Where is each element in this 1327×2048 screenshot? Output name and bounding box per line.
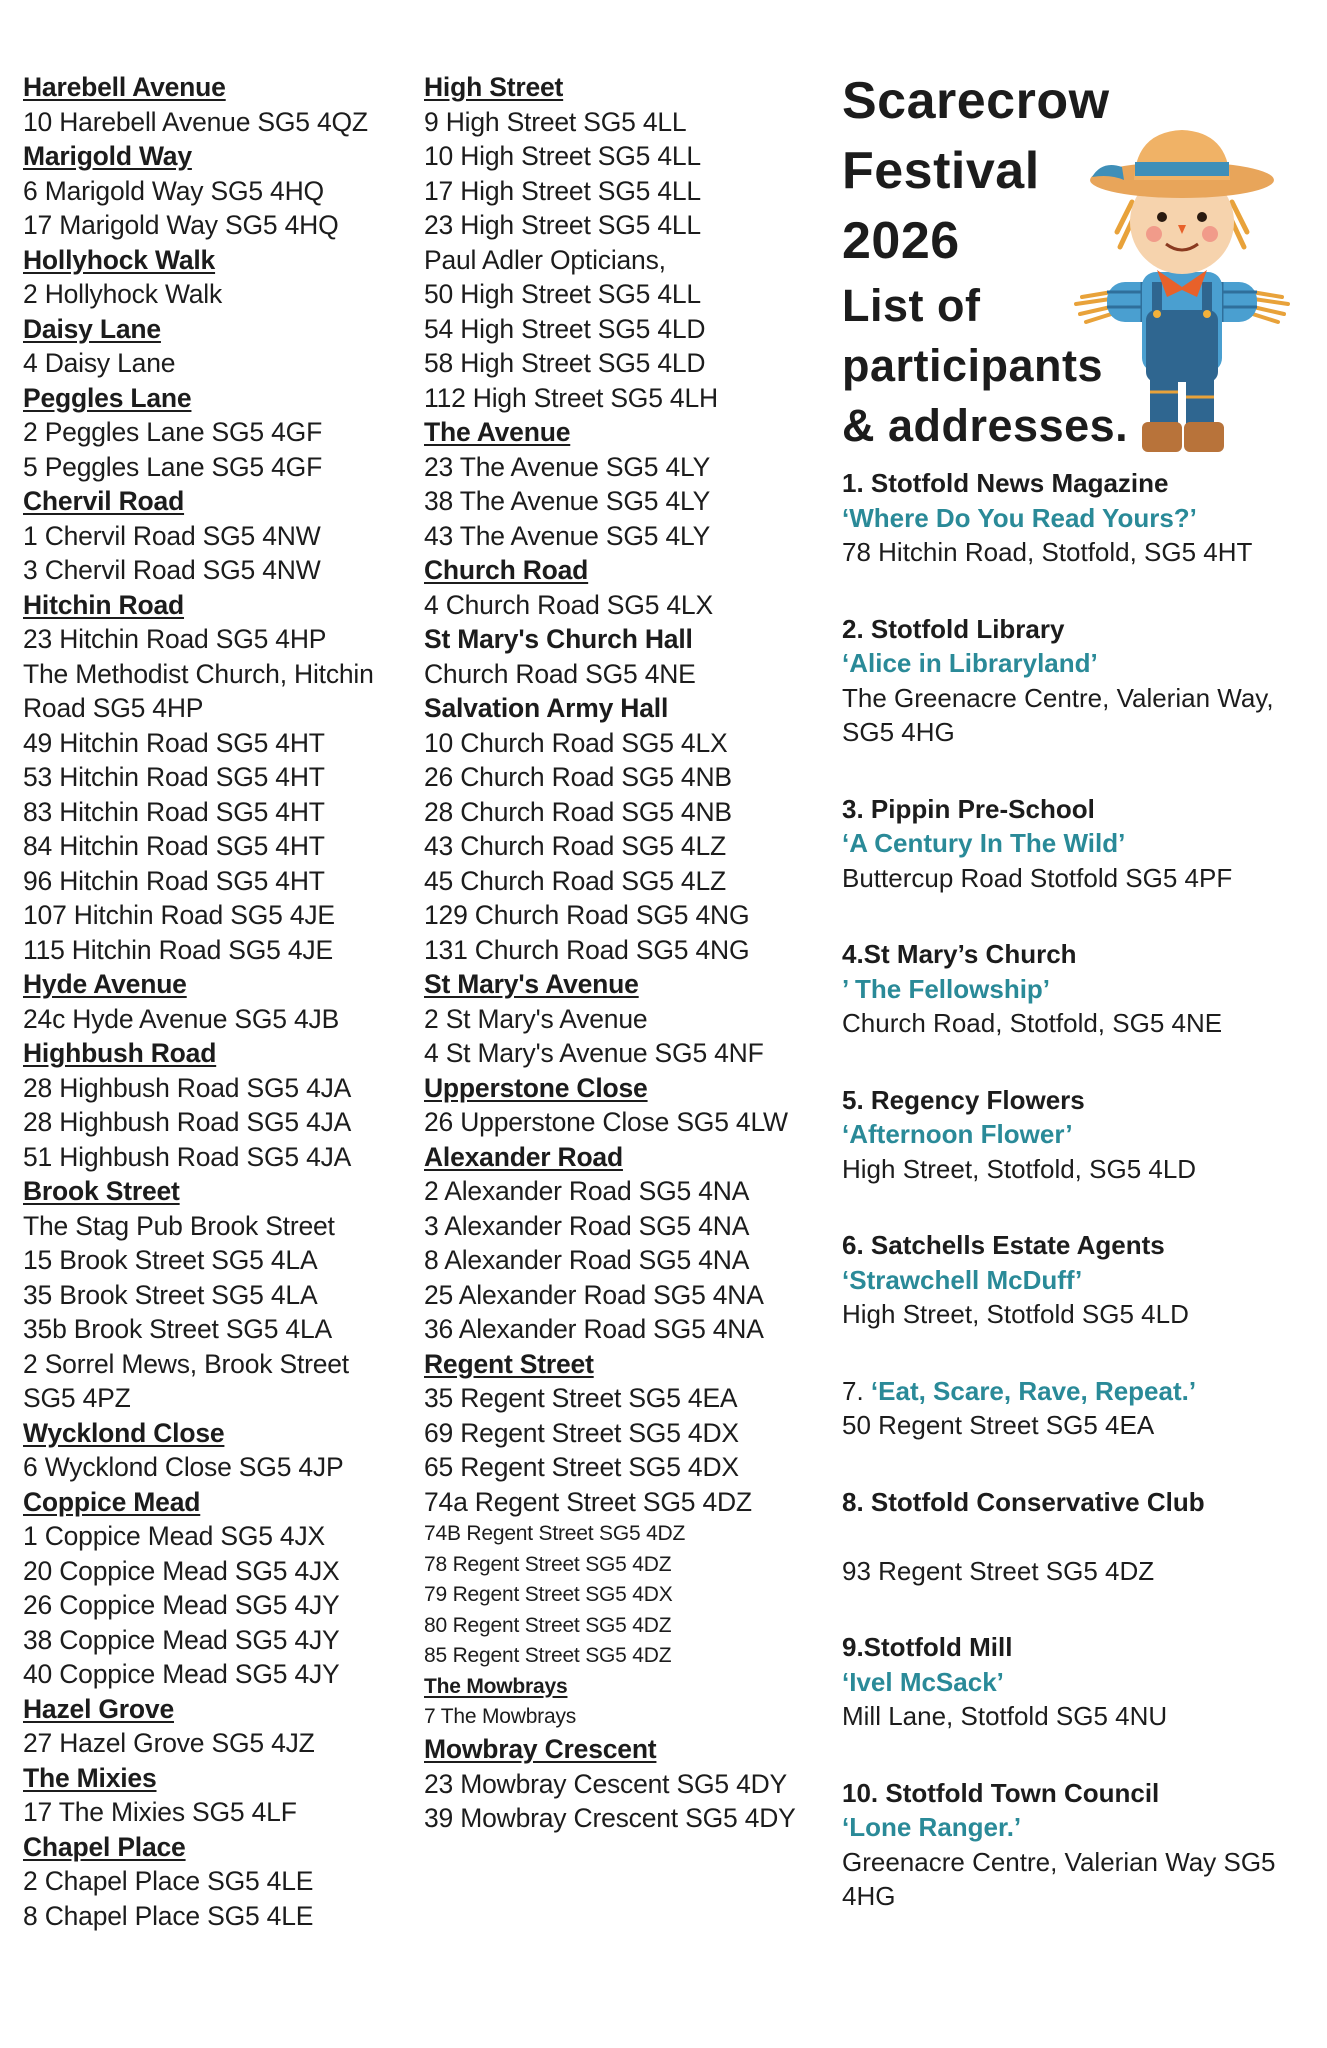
street-heading: Chervil Road [23,486,185,516]
street-heading: Hazel Grove [23,1693,174,1724]
address-line: 2 Sorrel Mews, Brook Street [23,1348,349,1379]
address-line: 65 Regent Street SG5 4DX [424,1452,739,1482]
address-line: 43 The Avenue SG5 4LY [424,520,711,551]
address-line: 35 Brook Street SG5 4LA [23,1279,318,1310]
street-heading: Highbush Road [23,1038,217,1068]
street-heading: Hollyhock Walk [23,244,216,275]
address-line: 74B Regent Street SG5 4DZ [424,1522,686,1545]
street-heading: Hyde Avenue [23,969,187,999]
street-heading: Daisy Lane [23,313,161,344]
address-line: 2 Chapel Place SG5 4LE [23,1866,314,1896]
street-heading: The Avenue [424,417,571,447]
address-line: 9 High Street SG5 4LL [424,106,687,137]
participant-address: Mill Lane, Stotfold SG5 4NU [842,1701,1168,1731]
participant-name: 1. Stotfold News Magazine [842,468,1169,498]
participant-name: 9.Stotfold Mill [842,1632,1013,1662]
street-block [23,1485,403,1692]
street-heading: High Street [424,72,564,102]
address-line: 51 Highbush Road SG5 4JA [23,1141,352,1172]
address-line: 28 Church Road SG5 4NB [424,796,732,827]
street-block [424,1732,824,1836]
street-heading: Chapel Place [23,1831,186,1862]
participant-address: The Greenacre Centre, Valerian Way, SG5 4HG [842,682,1274,747]
address-line: 40 Coppice Mead SG5 4JY [23,1659,340,1689]
header-block [842,66,1312,466]
street-heading: St Mary's Avenue [424,969,639,999]
address-line: 28 Highbush Road SG5 4JA [23,1072,352,1103]
address-line: Church Road SG5 4NE [424,658,696,689]
title-line: Scarecrow [842,72,1110,130]
participant-name: 5. Regency Flowers [842,1084,1085,1115]
address-line: 49 Hitchin Road SG5 4HT [23,727,325,758]
address-line: 23 Mowbray Cescent SG5 4DY [424,1768,788,1799]
address-line: SG5 4PZ [23,1383,131,1413]
address-line: Road SG5 4HP [23,693,204,723]
address-line: 23 Hitchin Road SG5 4HP [23,624,327,654]
address-line: 53 Hitchin Road SG5 4HT [23,762,325,792]
participant-address: 93 Regent Street SG5 4DZ [842,1555,1155,1586]
address-line: 112 High Street SG5 4LH [424,382,718,413]
subtitle-line: participants [842,340,1104,391]
address-line: 50 High Street SG5 4LL [424,279,701,309]
street-heading: Coppice Mead [23,1486,201,1517]
participant-theme: ‘Lone Ranger.’ [842,1812,1022,1842]
participant-address: High Street, Stotfold SG5 4LD [842,1299,1189,1329]
participant-theme: ‘Where Do You Read Yours?’ [842,502,1197,533]
participant-entry [842,1374,1312,1443]
street-block [23,1174,403,1416]
participant-address: Buttercup Road Stotfold SG5 4PF [842,862,1233,893]
address-line: 10 Harebell Avenue SG5 4QZ [23,106,368,137]
street-block [23,70,403,139]
participant-theme-text: ‘Eat, Scare, Rave, Repeat.’ [870,1375,1197,1406]
address-line: 27 Hazel Grove SG5 4JZ [23,1728,315,1758]
street-heading: Alexander Road [424,1141,623,1172]
address-line: 39 Mowbray Crescent SG5 4DY [424,1803,796,1833]
address-line: 36 Alexander Road SG5 4NA [424,1314,764,1344]
participant-entry [842,1630,1312,1734]
address-line: 17 High Street SG5 4LL [424,175,701,206]
participant-address: 78 Hitchin Road, Stotfold, SG5 4HT [842,537,1253,567]
participant-address: Greenacre Centre, Valerian Way SG5 4HG [842,1846,1276,1911]
address-line: 35b Brook Street SG5 4LA [23,1314,332,1344]
participants-column [842,66,1312,1956]
address-line: 10 Church Road SG5 4LX [424,727,728,758]
street-block [23,1416,403,1485]
participant-name: 10. Stotfold Town Council [842,1777,1160,1808]
address-line: The Stag Pub Brook Street [23,1210,335,1241]
address-line: 8 Chapel Place SG5 4LE [23,1900,314,1931]
street-block [23,243,403,312]
street-heading: Upperstone Close [424,1072,648,1103]
street-heading: Regent Street [424,1348,594,1379]
address-line: 3 Alexander Road SG5 4NA [424,1210,750,1241]
address-line: 4 Church Road SG5 4LX [424,589,713,620]
address-line: 4 Daisy Lane [23,348,176,378]
street-block [23,312,403,381]
street-block [424,1140,824,1347]
title-line: Festival [842,142,1040,200]
address-line: 8 Alexander Road SG5 4NA [424,1245,750,1275]
address-line: 2 St Mary's Avenue [424,1003,648,1034]
address-line: 7 The Mowbrays [424,1704,577,1728]
participant-address: Church Road, Stotfold, SG5 4NE [842,1008,1223,1038]
participant-address: 50 Regent Street SG5 4EA [842,1410,1155,1440]
street-block [23,381,403,485]
participant-theme: ‘Alice in Libraryland’ [842,648,1098,678]
address-line: 20 Coppice Mead SG5 4JX [23,1555,340,1586]
street-block [424,967,824,1071]
street-heading: Peggles Lane [23,382,192,413]
address-line: 35 Regent Street SG5 4EA [424,1383,738,1413]
address-line: 17 Marigold Way SG5 4HQ [23,210,339,240]
address-line: 26 Church Road SG5 4NB [424,762,732,792]
address-line: 17 The Mixies SG5 4LF [23,1797,297,1827]
street-block [424,415,824,553]
address-line: 23 The Avenue SG5 4LY [424,451,711,482]
participant-entry [842,937,1312,1041]
address-line: 24c Hyde Avenue SG5 4JB [23,1003,340,1034]
address-line: 2 Hollyhock Walk [23,279,223,309]
address-line: 74a Regent Street SG5 4DZ [424,1486,752,1517]
street-block [23,139,403,243]
address-line: 83 Hitchin Road SG5 4HT [23,796,325,827]
address-line: 15 Brook Street SG5 4LA [23,1245,318,1275]
address-line: 78 Regent Street SG5 4DZ [424,1552,672,1576]
left-address-column [23,70,403,1933]
address-line: 23 High Street SG5 4LL [424,210,701,240]
participant-theme: ‘Afternoon Flower’ [842,1119,1073,1149]
participant-name: 4.St Mary’s Church [842,939,1077,969]
title-line: 2026 [842,212,960,270]
spacer [842,1519,1312,1554]
street-block [424,1347,824,1672]
middle-address-column [424,70,824,1836]
address-line: Paul Adler Opticians, [424,244,666,275]
address-line: 3 Chervil Road SG5 4NW [23,555,321,585]
participant-name: 2. Stotfold Library [842,613,1065,644]
address-line: 79 Regent Street SG5 4DX [424,1583,673,1606]
street-heading: Hitchin Road [23,589,185,620]
address-line: 45 Church Road SG5 4LZ [424,865,726,896]
street-heading: Marigold Way [23,141,192,171]
participant-entry [842,1228,1312,1332]
street-heading: Mowbray Crescent [424,1734,657,1764]
street-heading: The Mowbrays [424,1674,568,1698]
street-heading: The Mixies [23,1762,157,1793]
address-line: 107 Hitchin Road SG5 4JE [23,900,335,930]
participant-theme: ‘Ivel McSack’ [842,1666,1004,1697]
address-line: 2 Peggles Lane SG5 4GF [23,417,323,447]
address-line: The Methodist Church, Hitchin [23,658,374,689]
address-line: 4 St Mary's Avenue SG5 4NF [424,1038,764,1068]
participant-entry [842,792,1312,896]
address-line: 80 Regent Street SG5 4DZ [424,1613,672,1637]
address-line: 25 Alexander Road SG5 4NA [424,1279,764,1310]
subtitle-line: & addresses. [842,400,1129,451]
street-heading: St Mary's Church Hall [424,624,693,654]
address-line: 115 Hitchin Road SG5 4JE [23,934,333,965]
participant-number: 7. [842,1375,864,1406]
participant-entry [842,612,1312,750]
participant-address: High Street, Stotfold, SG5 4LD [842,1153,1197,1184]
address-line: 58 High Street SG5 4LD [424,348,706,378]
address-line: 26 Coppice Mead SG5 4JY [23,1590,340,1620]
street-heading: Church Road [424,555,589,585]
address-line: 38 The Avenue SG5 4LY [424,486,711,516]
address-line: 43 Church Road SG5 4LZ [424,831,726,861]
street-block [424,691,824,967]
street-block [424,553,824,622]
street-block [23,588,403,968]
street-block [23,1830,403,1934]
address-line: 6 Marigold Way SG5 4HQ [23,175,324,206]
address-line: 2 Alexander Road SG5 4NA [424,1176,750,1206]
street-block [424,622,824,691]
street-heading: Wycklond Close [23,1417,225,1448]
address-line: 1 Coppice Mead SG5 4JX [23,1521,325,1551]
participant-name: 3. Pippin Pre-School [842,793,1095,824]
address-line: 54 High Street SG5 4LD [424,313,706,344]
street-block [424,1672,824,1733]
street-heading: Harebell Avenue [23,72,226,102]
participant-entry [842,1776,1312,1914]
address-line: 96 Hitchin Road SG5 4HT [23,865,325,896]
subtitle-line: List of [842,280,981,331]
address-line: 38 Coppice Mead SG5 4JY [23,1624,340,1655]
participants-list [842,466,1312,1914]
participant-name: 8. Stotfold Conservative Club [842,1486,1205,1517]
street-block [23,1692,403,1761]
street-heading: Brook Street [23,1176,180,1206]
street-block [424,1071,824,1140]
participant-theme: ‘Strawchell McDuff’ [842,1264,1083,1295]
address-line: 131 Church Road SG5 4NG [424,934,750,965]
participant-theme [842,1374,1312,1409]
participant-entry [842,466,1312,570]
address-line: 1 Chervil Road SG5 4NW [23,520,321,551]
address-line: 6 Wycklond Close SG5 4JP [23,1452,344,1482]
address-line: 28 Highbush Road SG5 4JA [23,1107,352,1137]
address-line: 84 Hitchin Road SG5 4HT [23,831,325,861]
street-block [424,70,824,415]
address-line: 129 Church Road SG5 4NG [424,900,750,930]
street-block [23,1761,403,1830]
address-line: 5 Peggles Lane SG5 4GF [23,451,323,482]
address-line: 85 Regent Street SG5 4DZ [424,1644,672,1667]
address-line: 26 Upperstone Close SG5 4LW [424,1107,788,1137]
street-block [23,1036,403,1174]
participant-name: 6. Satchells Estate Agents [842,1230,1165,1260]
street-heading: Salvation Army Hall [424,693,669,723]
address-line: 69 Regent Street SG5 4DX [424,1417,739,1448]
street-block [23,967,403,1036]
participant-theme: ‘A Century In The Wild’ [842,828,1126,858]
scarecrow-illustration [1062,122,1302,462]
address-line: 10 High Street SG5 4LL [424,141,701,171]
street-block [23,484,403,588]
participant-entry [842,1485,1312,1589]
participant-theme: ’ The Fellowship’ [842,973,1051,1004]
participant-entry [842,1083,1312,1187]
